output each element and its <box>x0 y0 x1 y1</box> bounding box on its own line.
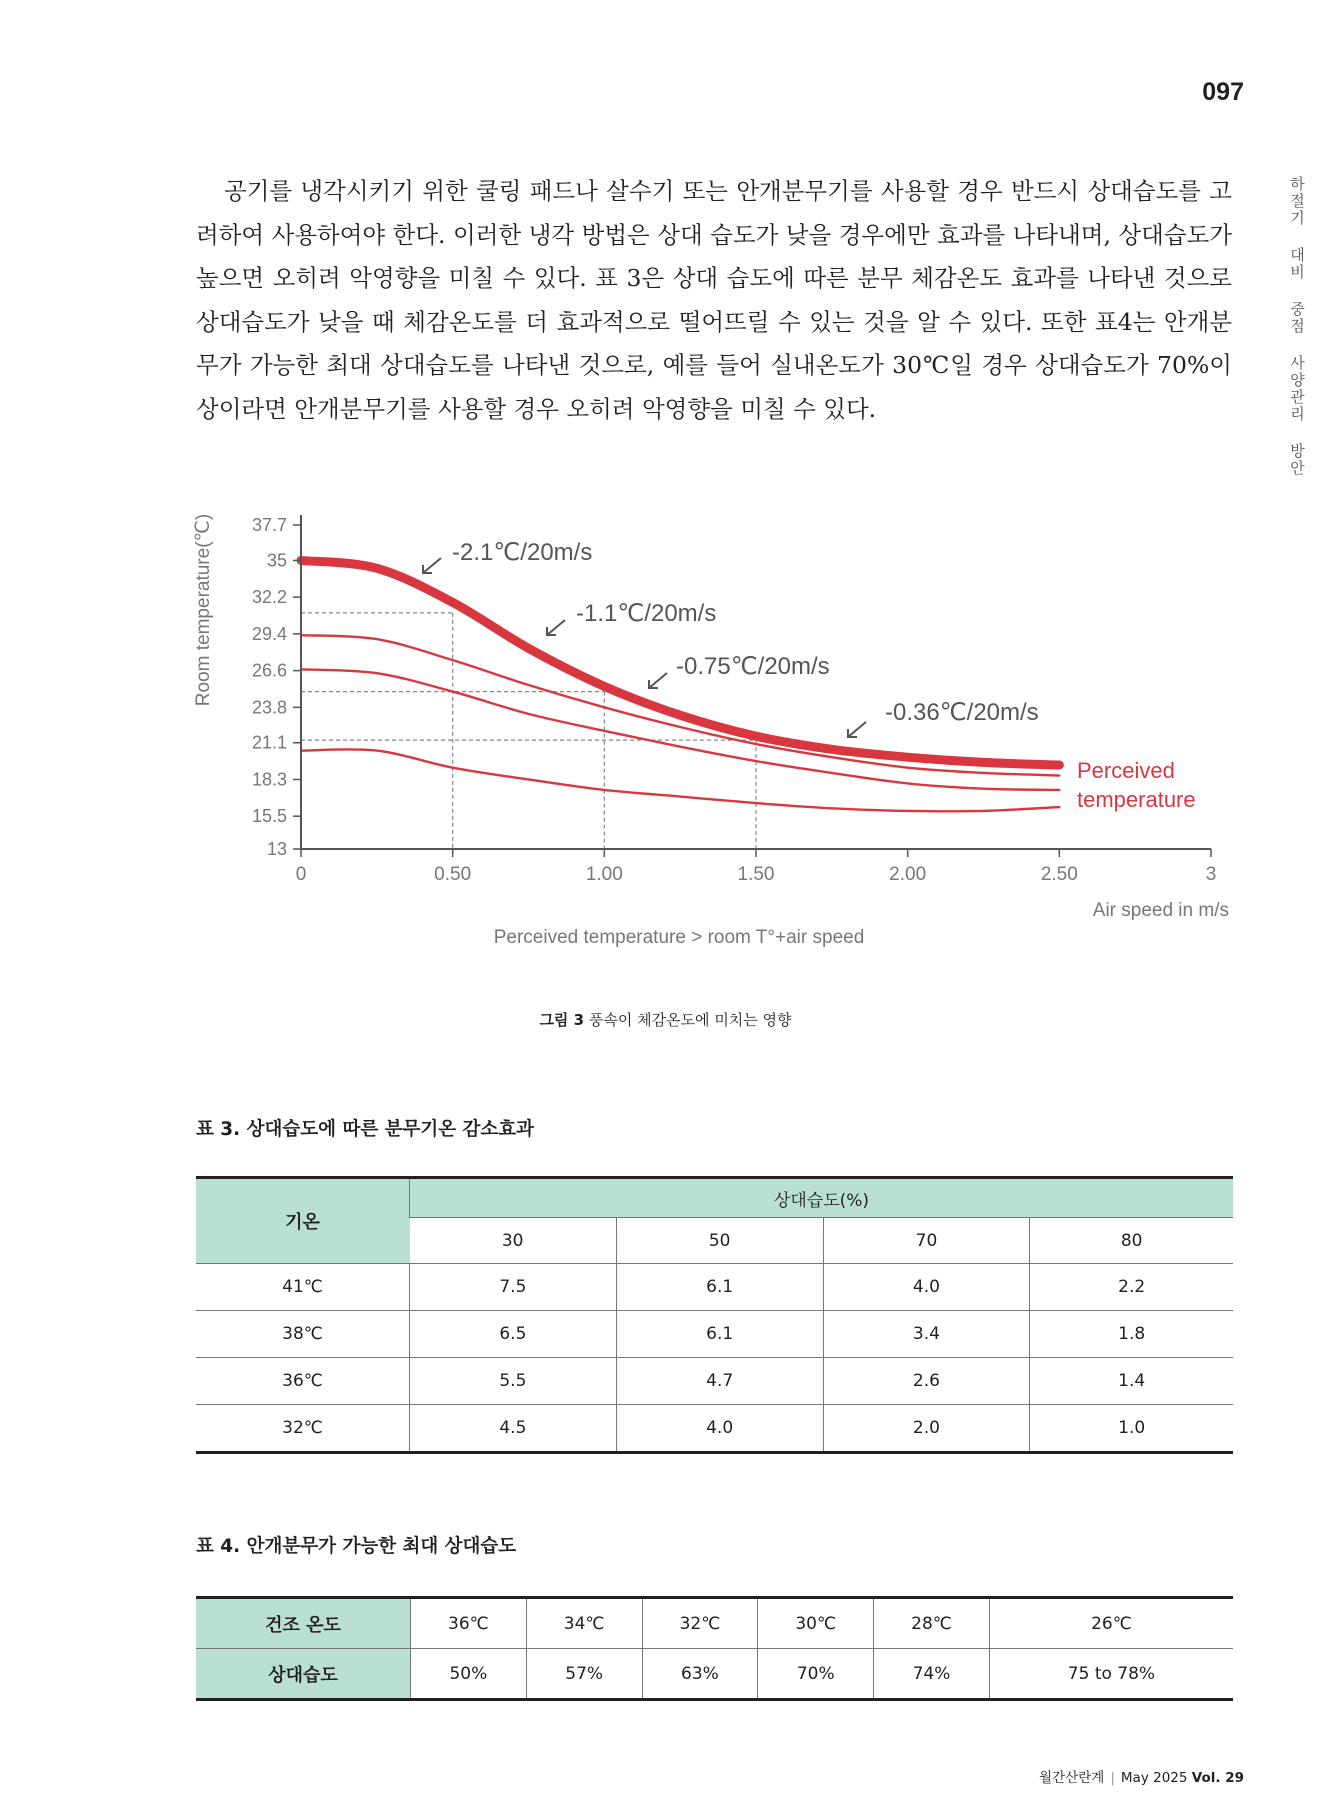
table3-cell: 3.4 <box>823 1311 1030 1358</box>
air-speed-chart <box>0 480 1331 960</box>
chart-legend-line-1: Perceived <box>1077 758 1175 783</box>
table-row <box>196 1598 1233 1649</box>
table-row <box>196 1649 1233 1700</box>
table3-row-label: 32℃ <box>196 1405 410 1453</box>
table3-cell: 1.4 <box>1030 1358 1233 1405</box>
table4-cell: 36℃ <box>411 1598 527 1649</box>
table3-cell: 6.1 <box>616 1311 823 1358</box>
table3-cell: 4.0 <box>823 1264 1030 1311</box>
chart-x-tick-label: 0 <box>295 864 307 885</box>
chart-x-tick-label: 3 <box>1205 864 1217 885</box>
table4-row-label: 상대습도 <box>196 1649 411 1700</box>
table-row <box>196 1311 1233 1358</box>
figure-caption-text: 풍속이 체감온도에 미치는 영향 <box>588 1011 792 1029</box>
chart-legend-line-2: temperature <box>1077 787 1196 812</box>
chart-annotation-arrow <box>423 558 441 573</box>
page-number: 097 <box>1202 78 1244 106</box>
table4-cell: 30℃ <box>758 1598 874 1649</box>
chart-y-axis-label: Room temperature(℃) <box>193 513 214 707</box>
chart-annotation-label: -0.75℃/20m/s <box>676 653 830 680</box>
chart-series-group <box>301 560 1059 811</box>
table4-cell: 57% <box>526 1649 642 1700</box>
chart-y-tick-label: 26.6 <box>251 660 287 681</box>
chart-y-tick-label: 32.2 <box>251 587 287 608</box>
table3-cell: 1.8 <box>1030 1311 1233 1358</box>
chart-y-tick-label: 21.1 <box>251 732 287 753</box>
chart-x-tick-label: 0.50 <box>434 864 472 885</box>
table3-corner-header: 기온 <box>196 1178 410 1264</box>
table-row <box>196 1358 1233 1405</box>
table3-span-header: 상대습도(%) <box>410 1178 1234 1218</box>
chart-y-tick-label: 18.3 <box>251 769 287 790</box>
table3-column-header: 80 <box>1030 1218 1233 1264</box>
chart-annotation-arrow <box>848 722 866 737</box>
table-row <box>196 1405 1233 1453</box>
table4-title: 표 4. 안개분무가 가능한 최대 상대습도 <box>196 1536 517 1557</box>
table4-cell: 32℃ <box>642 1598 758 1649</box>
table3-title: 표 3. 상대습도에 따른 분무기온 감소효과 <box>196 1119 535 1140</box>
chart-y-tick-label: 15.5 <box>251 806 287 827</box>
chart-annotation-label: -1.1℃/20m/s <box>576 600 717 627</box>
table4-cell: 63% <box>642 1649 758 1700</box>
table3-cell: 1.0 <box>1030 1405 1233 1453</box>
table3-cell: 4.7 <box>616 1358 823 1405</box>
chart-y-tick-label: 37.7 <box>251 515 287 535</box>
table3-cell: 7.5 <box>410 1264 617 1311</box>
table3-cell: 2.2 <box>1030 1264 1233 1311</box>
table3-column-header: 30 <box>410 1218 617 1264</box>
table4-cell: 34℃ <box>526 1598 642 1649</box>
chart-x-tick-label: 2.50 <box>1040 864 1078 885</box>
chart-x-tick-label: 1.50 <box>737 864 775 885</box>
chart-x-tick-label: 2.00 <box>889 864 927 885</box>
chart-annotation-arrow <box>649 673 667 688</box>
table3-row-label: 41℃ <box>196 1264 410 1311</box>
chart-y-tick-label: 13 <box>266 839 287 859</box>
chart-annotation-arrow <box>547 620 565 635</box>
table4-cell: 28℃ <box>874 1598 990 1649</box>
table4-cell: 26℃ <box>989 1598 1233 1649</box>
body-paragraph: 공기를 냉각시키기 위한 쿨링 패드나 살수기 또는 안개분무기를 사용할 경우 반드시 상대습도를 고려하여 사용하여야 한다. 이러한 냉각 방법은 상대 습도가 낮을 경우에만 효과를 나타내며, 상대습도가 높으면 오히려 악영향을 미칠 수 있다. 표 3은 상대 습도에 따른 분무 체감온도 효과를 나타낸 것으로 상대습도가 낮을 때 체감온도를 더 효과적으로 떨어뜨릴 수 있는 것을 알 수 있다. 또한 표4는 안개분무가 가능한 최대 상대습도를 나타낸 것으로, 예를 들어 실내온도가 30℃일 경우 상대습도가 70%이상이라면 안개분무기를 사용할 경우 오히려 악영향을 미칠 수 있다. <box>196 177 1232 423</box>
table3-cell: 2.6 <box>823 1358 1030 1405</box>
table3-cell: 4.5 <box>410 1405 617 1453</box>
table3 <box>196 1176 1233 1454</box>
table4-cell: 74% <box>874 1649 990 1700</box>
table-row <box>196 1264 1233 1311</box>
table4-cell: 50% <box>411 1649 527 1700</box>
page-footer <box>1039 1766 1244 1786</box>
figure-caption <box>0 1009 1331 1030</box>
chart-y-tick-label: 35 <box>266 550 287 571</box>
table3-column-header: 70 <box>823 1218 1030 1264</box>
table3-cell: 2.0 <box>823 1405 1030 1453</box>
section-side-label: 하절기 대비 중점 사양관리 방안 <box>1288 176 1306 477</box>
footer-issue: May 2025 <box>1120 1770 1188 1786</box>
table3-cell: 4.0 <box>616 1405 823 1453</box>
table4-cell: 75 to 78% <box>989 1649 1233 1700</box>
chart-subtitle: Perceived temperature > room T°+air speed <box>493 927 865 948</box>
body-text <box>196 170 1232 432</box>
table3-cell: 6.5 <box>410 1311 617 1358</box>
table3-row-label: 38℃ <box>196 1311 410 1358</box>
table3-row-label: 36℃ <box>196 1358 410 1405</box>
table3-column-header: 50 <box>616 1218 823 1264</box>
chart-x-axis-label: Air speed in m/s <box>1092 900 1229 921</box>
footer-volume: Vol. 29 <box>1191 1770 1244 1786</box>
chart-y-tick-label: 23.8 <box>251 697 287 718</box>
chart-y-tick-label: 29.4 <box>251 623 287 644</box>
table3-cell: 6.1 <box>616 1264 823 1311</box>
chart-annotation-label: -2.1℃/20m/s <box>452 539 593 566</box>
chart-x-tick-label: 1.00 <box>585 864 623 885</box>
table4-row-label: 건조 온도 <box>196 1598 411 1649</box>
footer-magazine: 월간산란계 <box>1039 1770 1105 1786</box>
table3-cell: 5.5 <box>410 1358 617 1405</box>
table4-cell: 70% <box>758 1649 874 1700</box>
chart-annotation-label: -0.36℃/20m/s <box>885 699 1039 726</box>
table4 <box>196 1596 1233 1701</box>
footer-separator: | <box>1110 1770 1115 1786</box>
figure-caption-label: 그림 3 <box>539 1011 585 1029</box>
